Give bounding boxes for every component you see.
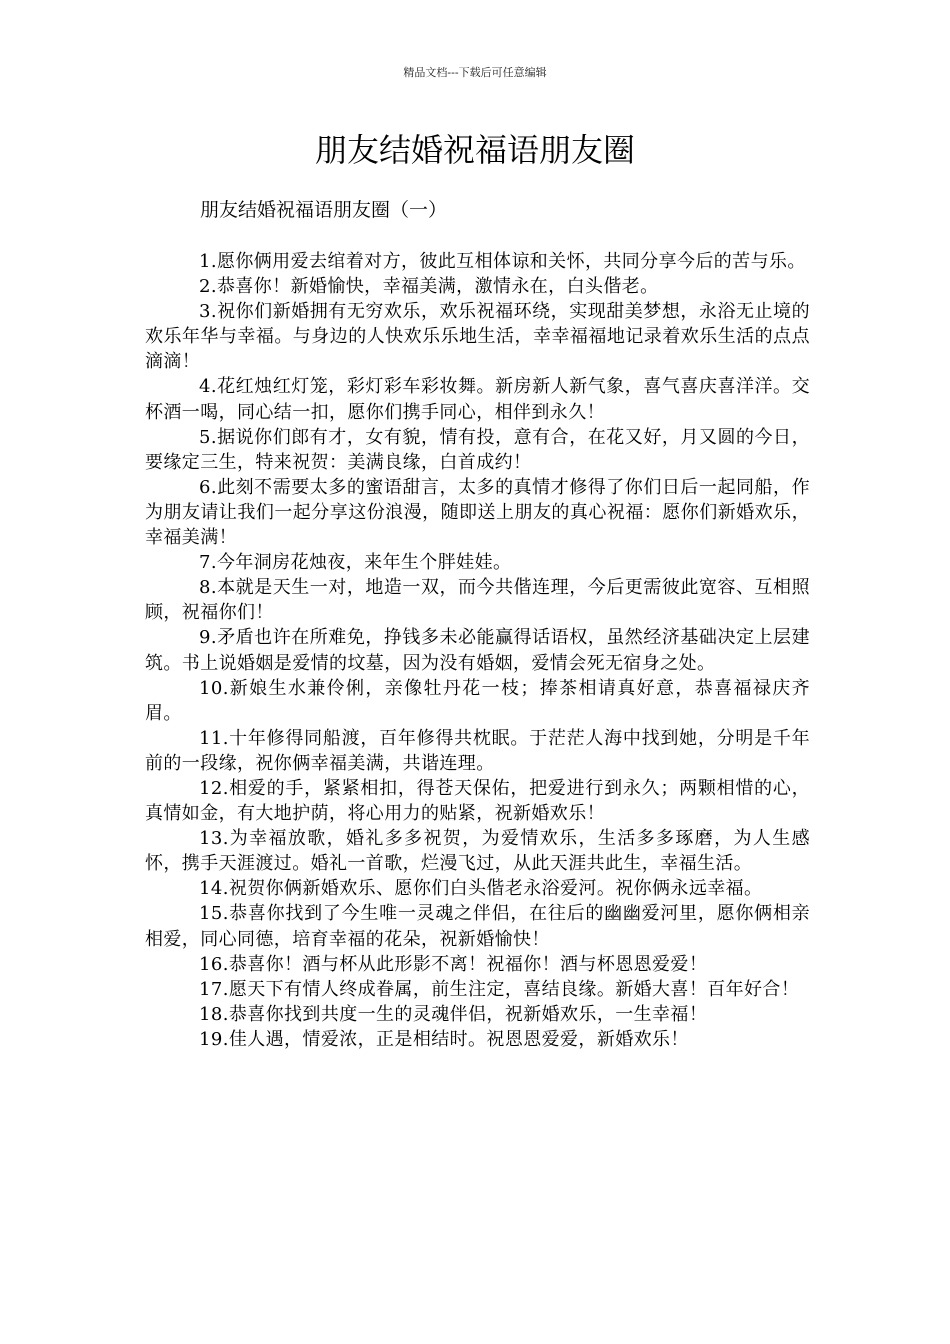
paragraph-14: 14.祝贺你俩新婚欢乐、愿你们白头偕老永浴爱河。祝你俩永远幸福。 xyxy=(199,878,763,900)
paragraph-8: 8.本就是天生一对，地造一双，而今共偕连理，今后更需彼此宽容、互相照顾，祝福你们！ xyxy=(145,577,810,624)
paragraph-3: 3.祝你们新婚拥有无穷欢乐，欢乐祝福环绕，实现甜美梦想，永浴无止境的欢乐年华与幸福。与身边的人快欢乐乐地生活，幸幸福福地记录着欢乐生活的点点滴滴！ xyxy=(145,301,810,373)
paragraph-12: 12.相爱的手，紧紧相扣，得苍天保佑，把爱进行到永久；两颗相惜的心，真情如金，有大地护荫，将心用力的贴紧，祝新婚欢乐！ xyxy=(145,777,810,825)
paragraph-15: 15.恭喜你找到了今生唯一灵魂之伴侣，在往后的幽幽爱河里，愿你俩相亲相爱，同心同德，培育幸福的花朵，祝新婚愉快！ xyxy=(145,903,810,950)
paragraph-17: 17.愿天下有情人终成眷属，前生注定，喜结良缘。新婚大喜！百年好合！ xyxy=(199,978,800,1000)
paragraph-9: 9.矛盾也许在所难免，挣钱多未必能赢得话语权，虽然经济基础决定上层建筑。书上说婚姻是爱情的坟墓，因为没有婚姻，爱情会死无宿身之处。 xyxy=(145,627,810,674)
section-subtitle: 朋友结婚祝福语朋友圈（一） xyxy=(200,199,448,221)
document-body xyxy=(145,249,810,1052)
paragraph-16: 16.恭喜你！酒与杯从此形影不离！祝福你！酒与杯恩恩爱爱！ xyxy=(199,953,708,975)
paragraph-18: 18.恭喜你找到共度一生的灵魂伴侣，祝新婚欢乐，一生幸福！ xyxy=(199,1003,708,1025)
header-note: 精品文档---下载后可任意编辑 xyxy=(403,66,547,79)
paragraph-7: 7.今年洞房花烛夜，来年生个胖娃娃。 xyxy=(199,552,512,574)
paragraph-5: 5.据说你们郎有才，女有貌，情有投，意有合，在花又好，月又圆的今日，要缘定三生，特来祝贺：美满良缘，白首成约！ xyxy=(145,426,810,473)
document-title: 朋友结婚祝福语朋友圈 xyxy=(314,131,635,169)
paragraph-4: 4.花红烛红灯笼，彩灯彩车彩妆舞。新房新人新气象，喜气喜庆喜洋洋。交杯酒一喝，同心结一扣，愿你们携手同心，相伴到永久！ xyxy=(145,376,810,423)
paragraph-11: 11.十年修得同船渡，百年修得共枕眠。于茫茫人海中找到她，分明是千年前的一段缘，祝你俩幸福美满，共谐连理。 xyxy=(145,727,810,774)
paragraph-13: 13.为幸福放歌，婚礼多多祝贺，为爱情欢乐，生活多多琢磨，为人生感怀，携手天涯渡过。婚礼一首歌，烂漫飞过，从此天涯共此生，幸福生活。 xyxy=(145,828,810,875)
paragraph-1: 1.愿你俩用爱去绾着对方，彼此互相体谅和关怀，共同分享今后的苦与乐。 xyxy=(199,251,806,272)
paragraph-19: 19.佳人遇，情爱浓，正是相结时。祝恩恩爱爱，新婚欢乐！ xyxy=(199,1028,689,1050)
paragraph-2: 2.恭喜你！新婚愉快，幸福美满，激情永在，白头偕老。 xyxy=(199,276,659,298)
paragraph-10: 10.新娘生水兼伶俐，亲像牡丹花一枝；捧茶相请真好意，恭喜福禄庆齐眉。 xyxy=(145,677,810,724)
paragraph-6: 6.此刻不需要太多的蜜语甜言，太多的真情才修得了你们日后一起同船，作为朋友请让我们一起分享这份浪漫，随即送上朋友的真心祝福：愿你们新婚欢乐，幸福美满！ xyxy=(145,476,810,549)
